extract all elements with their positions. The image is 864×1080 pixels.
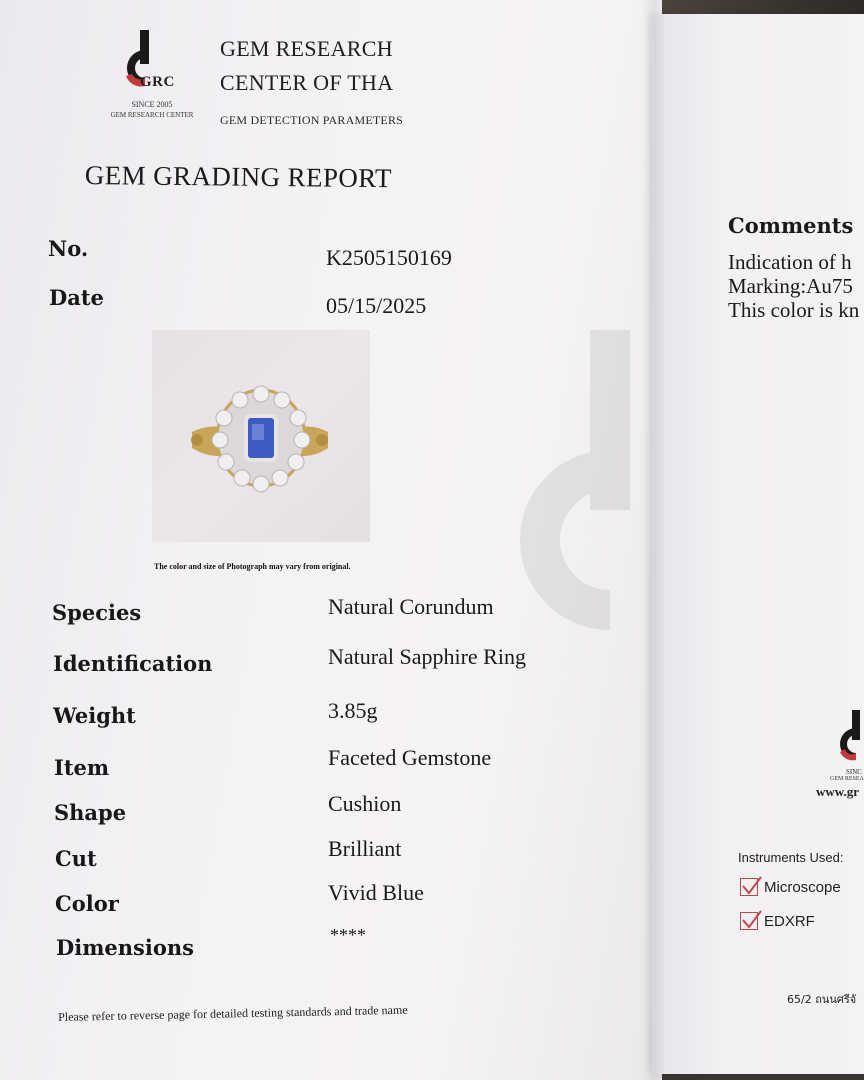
field-value: Faceted Gemstone — [328, 745, 492, 770]
watermark-logo-icon — [460, 330, 720, 660]
right-logo-since: SINC — [846, 768, 862, 776]
org-name-line1: GEM RESEARCH — [220, 36, 393, 61]
field-value: **** — [330, 925, 366, 945]
field-label: Item — [54, 755, 110, 780]
website-url: www.gr — [816, 784, 859, 799]
field-label: Identification — [53, 651, 213, 676]
comment-line: Indication of h — [728, 250, 852, 274]
instruments-heading: Instruments Used: — [738, 850, 844, 865]
field-label: Color — [55, 891, 119, 916]
field-label: Cut — [55, 846, 97, 871]
report-date-value: 05/15/2025 — [326, 293, 427, 318]
instrument-label: Microscope — [764, 878, 841, 896]
report-date-label: Date — [49, 285, 104, 310]
grc-logo — [104, 30, 200, 126]
page-fold — [640, 0, 664, 1080]
instrument-item — [740, 878, 841, 896]
watermark-text — [520, 720, 527, 752]
right-logo-subtitle: GEM RESEA — [830, 776, 864, 782]
field-value: Natural Corundum — [328, 594, 494, 619]
field-value: Natural Sapphire Ring — [328, 644, 526, 669]
checkbox-checked-icon — [740, 878, 758, 896]
report-no-value: K2505150169 — [326, 245, 452, 270]
instrument-label: EDXRF — [764, 912, 815, 930]
gem-photo — [152, 330, 370, 542]
ring-icon — [152, 330, 370, 542]
instrument-item — [740, 912, 815, 930]
photo-caption: The color and size of Photograph may vary from original. — [154, 562, 351, 571]
comment-line: Marking:Au75 — [728, 274, 853, 298]
org-name-line2: CENTER OF THA — [220, 70, 394, 95]
footer-note: Please refer to reverse page for detailed testing standards and trade name — [58, 1002, 408, 1024]
field-value: Cushion — [328, 791, 402, 816]
field-value: Brilliant — [328, 836, 402, 861]
comments-heading: Comments — [728, 213, 854, 238]
field-value: 3.85g — [328, 698, 378, 723]
watermark-text — [510, 680, 518, 714]
field-label: Shape — [54, 800, 127, 825]
logo-since: SINCE 2005 — [131, 100, 173, 109]
field-label: Weight — [53, 703, 136, 728]
grc-logo-icon — [834, 710, 864, 766]
field-value: Vivid Blue — [328, 880, 424, 905]
report-title: GEM GRADING REPORT — [84, 160, 393, 194]
logo-subtitle: GEM RESEARCH CENTER — [110, 111, 194, 119]
org-tagline: GEM DETECTION PARAMETERS — [220, 113, 404, 127]
field-label: Species — [52, 600, 142, 625]
checkbox-checked-icon — [740, 912, 758, 930]
address-text: 65/2 ถนนศรีจั — [787, 993, 857, 1006]
logo-text: GRC — [140, 74, 175, 90]
comment-line: This color is kn — [728, 298, 860, 322]
field-label: Dimensions — [56, 935, 194, 960]
report-no-label: No. — [48, 236, 89, 261]
